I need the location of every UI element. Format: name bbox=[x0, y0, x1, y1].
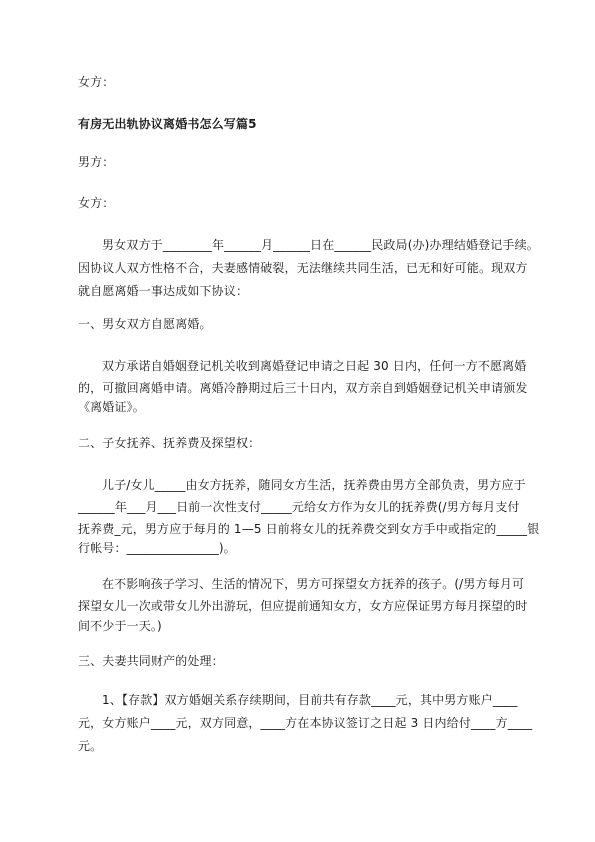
paragraph-line: 抚养费_元，男方应于每月的 1—5 日前将女儿的抚养费交到女方手中或指定的_____银 bbox=[78, 522, 540, 536]
section-title: 有房无出轨协议离婚书怎么写篇5 bbox=[78, 117, 257, 131]
paragraph-line: 1、【存款】双方婚姻关系存续期间，目前共有存款____元，其中男方账户____ bbox=[102, 693, 518, 707]
paragraph-line: 元，女方账户____元，双方同意，____方在本协议签订之日起 3 日内给付____方____ bbox=[78, 716, 533, 730]
clause-heading: 二、子女抚养、抚养费及探望权： bbox=[78, 436, 261, 450]
paragraph-line: 探望女儿一次或带女儿外出游玩，但应提前通知女方，女方应保证男方每月探望的时 bbox=[78, 599, 528, 613]
paragraph-line: 在不影响孩子学习、生活的情况下，男方可探望女方抚养的孩子。(/男方每月可 bbox=[102, 577, 525, 591]
paragraph-line: 《离婚证》。 bbox=[78, 400, 145, 414]
paragraph-line: 男女双方于________年______月______日在______民政局(办)办理结婚登记手续。 bbox=[102, 238, 539, 252]
clause-heading: 一、男女双方自愿离婚。 bbox=[78, 317, 212, 331]
paragraph-line: 因协议人双方性格不合，夫妻感情破裂，无法继续共同生活，已无和好可能。现双方 bbox=[78, 261, 528, 275]
paragraph-line: 的，可撤回离婚申请。离婚冷静期过后三十日内，双方亲自到婚姻登记机关申请颁发 bbox=[78, 381, 528, 395]
wife-label: 女方： bbox=[78, 75, 115, 89]
paragraph-line: 就自愿离婚一事达成如下协议： bbox=[78, 284, 249, 298]
paragraph-line: ______年___月___日前一次性支付_____元给女方作为女儿的抚养费(/男方每月支付 bbox=[78, 500, 520, 514]
paragraph-line: 行帐号：_______________)。 bbox=[78, 541, 236, 555]
clause-heading: 三、夫妻共同财产的处理： bbox=[78, 654, 224, 668]
wife-label-2: 女方： bbox=[78, 196, 115, 210]
paragraph-line: 双方承诺自婚姻登记机关收到离婚登记申请之日起 30 日内，任何一方不愿离婚 bbox=[102, 359, 527, 373]
paragraph-line: 间不少于一天。) bbox=[78, 619, 162, 633]
husband-label: 男方： bbox=[78, 155, 115, 169]
paragraph-line: 元。 bbox=[78, 739, 103, 753]
paragraph-line: 儿子/女儿_____由女方抚养，随同女方生活，抚养费由男方全部负责，男方应于 bbox=[102, 478, 526, 492]
